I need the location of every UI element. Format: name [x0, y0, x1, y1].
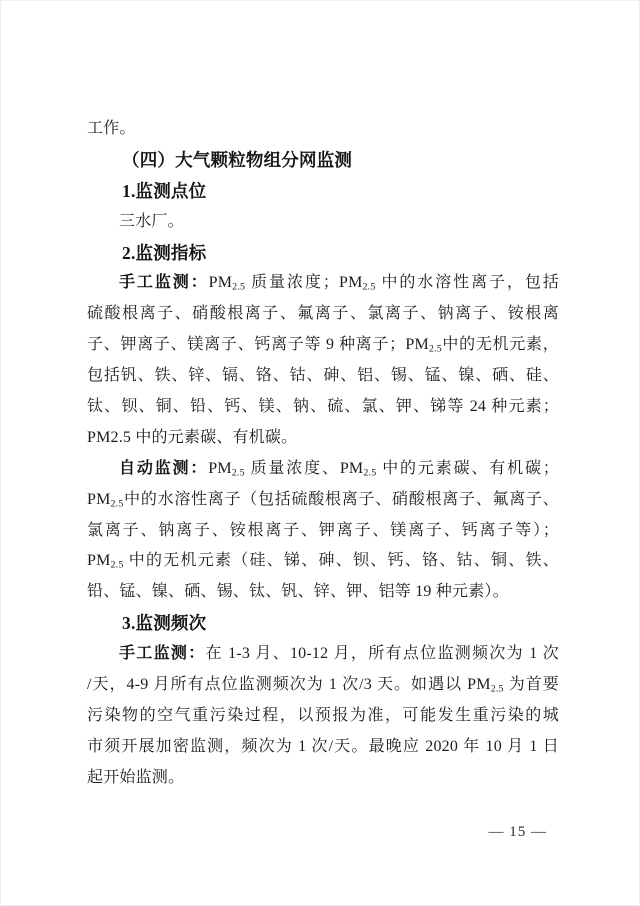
paragraph-line: 污染物的空气重污染过程，以预报为准，可能发生重污染的城 [87, 706, 559, 724]
paragraph-line: /天，4-9 月所有点位监测频次为 1 次/3 天。如遇以 $PM_{2.5}$ 为首要 [87, 676, 559, 695]
paragraph-line: 钛、钡、铜、铅、钙、镁、钠、硫、氯、钾、锑等 24 种元素； [87, 398, 559, 416]
subheading-monitoring-frequency: 3.监测频次 [122, 613, 207, 634]
paragraph-line: 三水厂。 [119, 212, 184, 230]
paragraph-line: 手工监测：在 1-3 月、10-12 月，所有点位监测频次为 1 次 [119, 645, 559, 663]
paragraph-line: $PM_{2.5}$中的水溶性离子（包括硫酸根离子、硝酸根离子、氟离子、 [87, 490, 559, 510]
paragraph-line: 手工监测：$PM_{2.5}$ 质量浓度；$PM_{2.5}$ 中的水溶性离子，包括 [119, 274, 559, 293]
paragraph-line: 氯离子、钠离子、铵根离子、钾离子、镁离子、钙离子等）； [87, 521, 559, 539]
paragraph-line: 市须开展加密监测，频次为 1 次/天。最晚应 2020 年 10 月 1 日 [87, 737, 559, 755]
document-body [87, 114, 559, 794]
paragraph-line: 包括钒、铁、锌、镉、铬、钴、砷、铝、锡、锰、镍、硒、硅、 [87, 367, 559, 385]
paragraph-line: $PM_{2.5}$ 中的无机元素（硅、锑、砷、钡、钙、铬、钴、铜、铁、 [87, 552, 559, 571]
paragraph-line: 铅、锰、镍、硒、锡、钛、钒、锌、钾、铝等 19 种元素）。 [87, 583, 509, 601]
subheading-monitoring-sites: 1.监测点位 [122, 180, 207, 201]
paragraph-line: 硫酸根离子、硝酸根离子、氟离子、氯离子、钠离子、铵根离 [87, 305, 559, 323]
section-heading: （四）大气颗粒物组分网监测 [122, 149, 353, 170]
paragraph-line: PM2.5 中的元素碳、有机碳。 [87, 428, 298, 446]
page-number: — 15 — [488, 824, 547, 840]
paragraph-line: 子、钾离子、镁离子、钙离子等 9 种离子；$PM_{2.5}$中的无机元素， [87, 336, 559, 355]
paragraph-line: 工作。 [87, 120, 136, 137]
subheading-monitoring-indicators: 2.监测指标 [122, 242, 207, 263]
paragraph-line: 自动监测：$PM_{2.5}$ 质量浓度、$PM_{2.5}$ 中的元素碳、有机碳； [119, 459, 559, 479]
paragraph-line: 起开始监测。 [87, 768, 185, 786]
